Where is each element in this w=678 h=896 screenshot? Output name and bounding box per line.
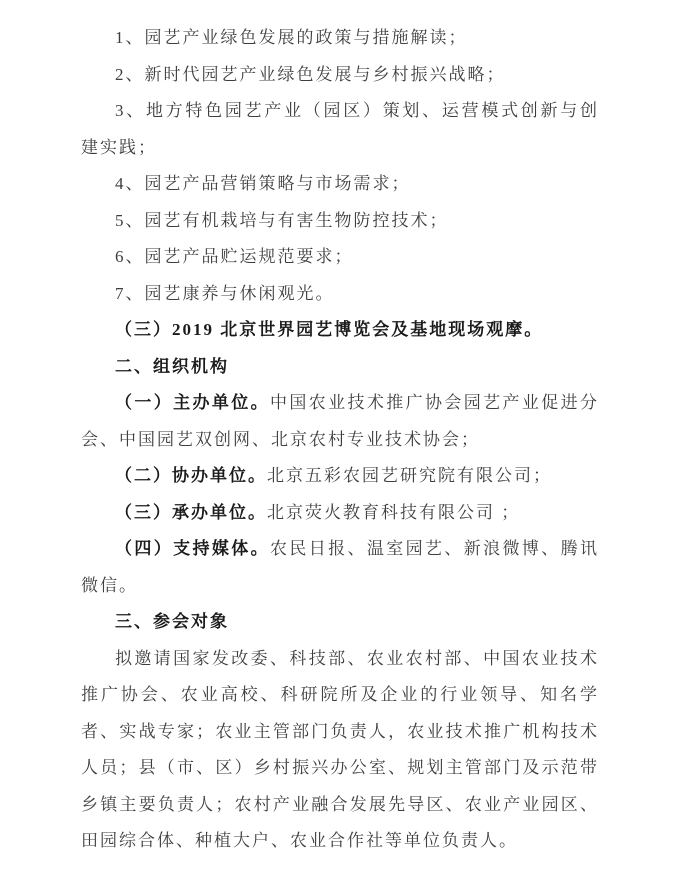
organizer-undertaker-label: （三）承办单位。 bbox=[115, 502, 267, 522]
agenda-item-6: 6、园艺产品贮运规范要求； bbox=[115, 247, 354, 266]
agenda-item-5: 5、园艺有机栽培与有害生物防控技术； bbox=[115, 210, 449, 230]
agenda-item-3: 3、地方特色园艺产业（园区）策划、运营模式创新与创建实践； bbox=[81, 101, 599, 157]
organizer-undertaker-text: 北京荧火教育科技有限公司 ； bbox=[267, 502, 521, 522]
organization-section-heading: 二、组织机构 bbox=[115, 356, 229, 376]
organizer-coorganizer-text: 北京五彩农园艺研究院有限公司； bbox=[267, 466, 552, 485]
organizer-media-label: （四）支持媒体。 bbox=[115, 539, 270, 558]
organizer-entry-undertaker bbox=[81, 495, 599, 532]
organizer-media-text: 农民日报、温室园艺、新浪微博、腾讯微信。 bbox=[81, 539, 599, 595]
agenda-item-2: 2、新时代园艺产业绿色发展与乡村振兴战略； bbox=[115, 64, 506, 84]
attendees-section-heading: 三、参会对象 bbox=[115, 612, 229, 631]
agenda-item-1: 1、园艺产业绿色发展的政策与措施解读； bbox=[115, 28, 468, 47]
agenda-item-4: 4、园艺产品营销策略与市场需求； bbox=[115, 174, 411, 193]
organizer-host-label: （一）主办单位。 bbox=[115, 393, 270, 412]
organizer-entry-host bbox=[81, 385, 599, 458]
organizer-entry-media bbox=[81, 531, 599, 604]
organizer-coorganizer-label: （二）协办单位。 bbox=[115, 466, 267, 485]
agenda-item-7: 7、园艺康养与休闲观光。 bbox=[115, 283, 335, 303]
site-visit-heading: （三）2019 北京世界园艺博览会及基地现场观摩。 bbox=[115, 320, 544, 339]
attendees-paragraph: 拟邀请国家发改委、科技部、农业农村部、中国农业技术推广协会、农业高校、科研院所及企业的行业领导、知名学者、实战专家；农业主管部门负责人，农业技术推广机构技术人员；县（市、区）乡村振兴办公室、规划主管部门及示范带乡镇主要负责人；农村产业融合发展先导区、农业产业园区、田园综合体、种植大户、农业合作社等单位负责人。 bbox=[81, 648, 599, 850]
organizer-host-text: 中国农业技术推广协会园艺产业促进分会、中国园艺双创网、北京农村专业技术协会； bbox=[81, 393, 599, 449]
organizer-entry-coorganizer bbox=[81, 458, 599, 495]
